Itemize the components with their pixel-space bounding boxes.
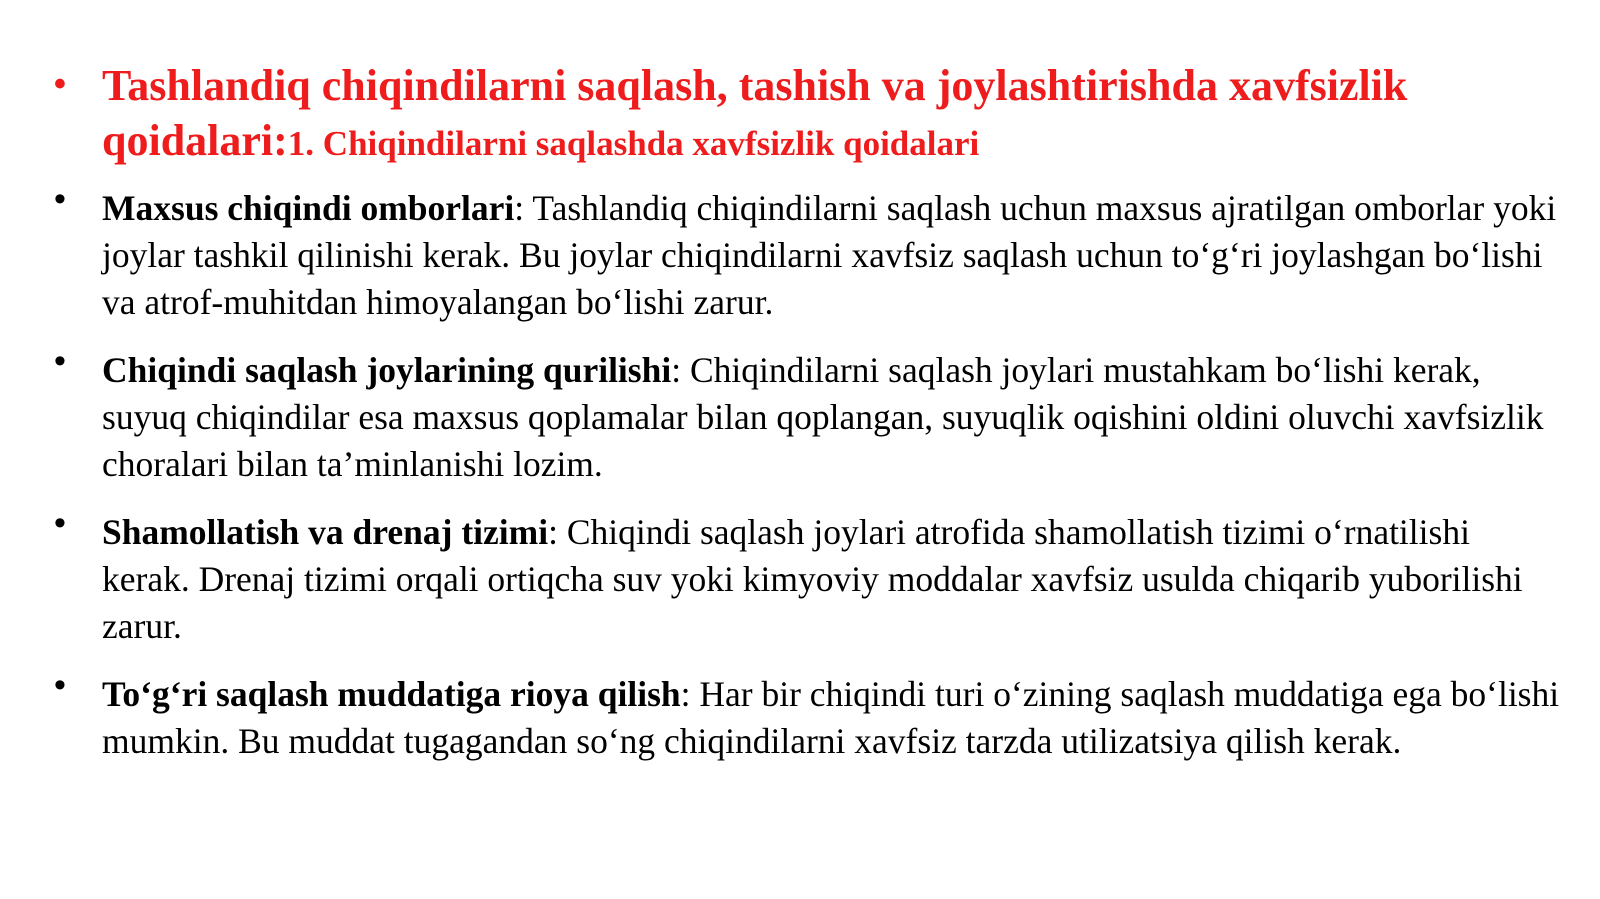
bullet-text: : Har bir chiqindi turi o‘zining saqlash muddatiga ega bo‘lishi mumkin. Bu muddat tugagandan so‘ng chiqindilarni xavfsiz tarzda utilizatsiya qilish kerak. (102, 674, 1560, 761)
bullet-term: To‘g‘ri saqlash muddatiga rioya qilish (102, 674, 681, 714)
bullet-icon: • (54, 342, 66, 380)
bullet-item-ventilation (52, 504, 1562, 650)
bullet-text: : Chiqindilarni saqlash joylari mustahkam bo‘lishi kerak, suyuq chiqindilar esa maxsus qoplamalar bilan qoplangan, suyuqlik oqishini oldini oluvchi xavfsizlik choralari bilan ta’minlanishi lozim. (102, 350, 1544, 484)
bullet-term: Shamollatish va drenaj tizimi (102, 512, 549, 552)
bullet-text: : Tashlandiq chiqindilarni saqlash uchun maxsus ajratilgan omborlar yoki joylar tashkil qilinishi kerak. Bu joylar chiqindilarni xavfsiz saqlash uchun to‘g‘ri joylashgan bo‘lishi va atrof-muhitdan himoyalangan bo‘lishi zarur. (102, 188, 1557, 322)
bullet-icon: • (54, 180, 66, 218)
bullet-icon: • (54, 65, 66, 103)
bullet-icon: • (54, 504, 66, 542)
heading-main: Tashlandiq chiqindilarni saqlash, tashish va joylashtirishda xavfsizlik qoidalari: (102, 61, 1408, 165)
heading-bullet (52, 58, 1562, 171)
bullet-item-duration (52, 666, 1562, 765)
heading-sub: 1. Chiqindilarni saqlashda xavfsizlik qoidalari (287, 124, 980, 163)
bullet-term: Maxsus chiqindi omborlari (102, 188, 515, 228)
bullet-term: Chiqindi saqlash joylarining qurilishi (102, 350, 672, 390)
bullet-icon: • (54, 666, 66, 704)
bullet-item-construction (52, 342, 1562, 488)
bullet-list (52, 58, 1562, 786)
bullet-item-storage (52, 180, 1562, 326)
bullet-text: : Chiqindi saqlash joylari atrofida shamollatish tizimi o‘rnatilishi kerak. Drenaj tizimi orqali ortiqcha suv yoki kimyoviy moddalar xavfsiz usulda chiqarib yuborilishi zarur. (102, 512, 1523, 646)
